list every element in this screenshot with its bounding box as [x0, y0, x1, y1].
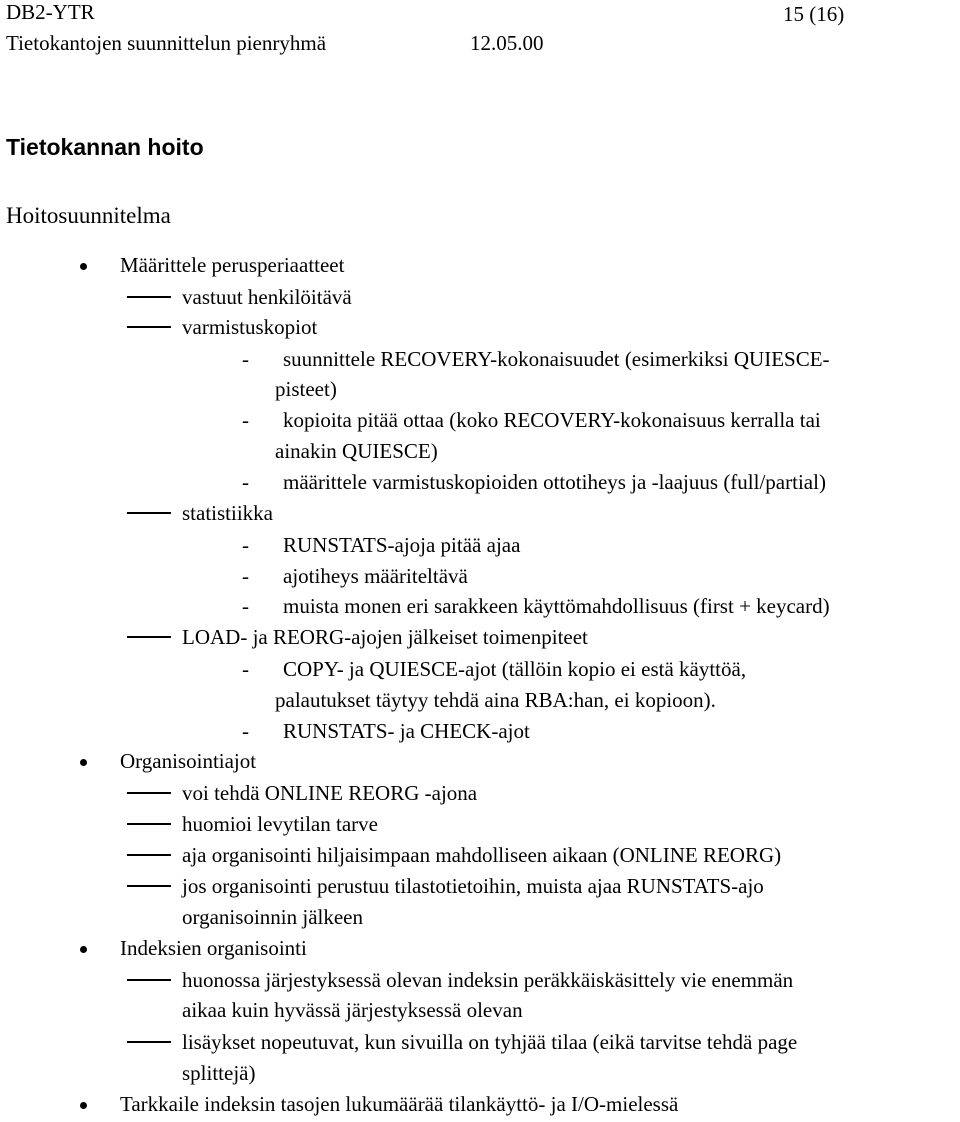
- hyphen-marker: -: [242, 564, 249, 588]
- document-header-group: Tietokantojen suunnittelun pienryhmä: [6, 31, 327, 55]
- hyphen-item-text: ajotiheys määriteltävä: [283, 564, 468, 588]
- hyphen-marker: -: [242, 408, 249, 432]
- bullet-icon: [80, 759, 87, 766]
- hyphen-marker: -: [242, 657, 249, 681]
- hyphen-item-text: RUNSTATS-ajoja pitää ajaa: [283, 533, 521, 557]
- hyphen-marker: -: [242, 719, 249, 743]
- bullet-icon: [80, 1102, 87, 1109]
- hyphen-item-text: pisteet): [275, 377, 337, 401]
- hyphen-item-text: muista monen eri sarakkeen käyttömahdollisuus (first + keycard): [283, 594, 830, 618]
- subsection-title: Hoitosuunnitelma: [6, 203, 171, 228]
- dash-item-text: jos organisointi perustuu tilastotietoihin, muista ajaa RUNSTATS-ajo: [182, 874, 764, 898]
- dash-item-text: splittejä): [182, 1061, 256, 1085]
- dash-icon: [127, 636, 171, 638]
- bullet-item-text: Määrittele perusperiaatteet: [120, 253, 345, 277]
- bullet-item-text: Tarkkaile indeksin tasojen lukumäärää tilankäyttö- ja I/O-mielessä: [120, 1092, 679, 1116]
- hyphen-item-text: RUNSTATS- ja CHECK-ajot: [283, 719, 530, 743]
- hyphen-item-text: määrittele varmistuskopioiden ottotiheys ja -laajuus (full/partial): [283, 470, 826, 494]
- bullet-item-text: Organisointiajot: [120, 749, 257, 773]
- dash-icon: [127, 854, 171, 856]
- dash-item-text: huomioi levytilan tarve: [182, 812, 378, 836]
- bullet-icon: [80, 946, 87, 953]
- dash-icon: [127, 1041, 171, 1043]
- dash-item-text: huonossa järjestyksessä olevan indeksin peräkkäiskäsittely vie enemmän: [182, 968, 794, 992]
- hyphen-item-text: kopioita pitää ottaa (koko RECOVERY-kokonaisuus kerralla tai: [283, 408, 821, 432]
- dash-icon: [127, 885, 171, 887]
- bullet-item-text: Indeksien organisointi: [120, 936, 307, 960]
- hyphen-marker: -: [242, 347, 249, 371]
- hyphen-marker: -: [242, 470, 249, 494]
- dash-icon: [127, 512, 171, 514]
- dash-icon: [127, 792, 171, 794]
- dash-item-text: lisäykset nopeutuvat, kun sivuilla on tyhjää tilaa (eikä tarvitse tehdä page: [182, 1030, 798, 1054]
- dash-item-text: LOAD- ja REORG-ajojen jälkeiset toimenpiteet: [182, 625, 588, 649]
- dash-icon: [127, 823, 171, 825]
- dash-item-text: varmistuskopiot: [182, 315, 318, 339]
- dash-item-text: organisoinnin jälkeen: [182, 905, 363, 929]
- hyphen-marker: -: [242, 533, 249, 557]
- bullet-icon: [80, 263, 87, 270]
- dash-item-text: aja organisointi hiljaisimpaan mahdolliseen aikaan (ONLINE REORG): [182, 843, 782, 867]
- dash-item-text: aikaa kuin hyvässä järjestyksessä olevan: [182, 998, 523, 1022]
- dash-item-text: statistiikka: [182, 501, 273, 525]
- hyphen-marker: -: [242, 594, 249, 618]
- document-header-title: DB2-YTR: [6, 0, 95, 24]
- dash-item-text: voi tehdä ONLINE REORG -ajona: [182, 781, 478, 805]
- hyphen-item-text: palautukset täytyy tehdä aina RBA:han, ei kopioon).: [275, 688, 716, 712]
- document-header-date: 12.05.00: [470, 31, 544, 55]
- dash-icon: [127, 979, 171, 981]
- hyphen-item-text: ainakin QUIESCE): [275, 439, 438, 463]
- dash-icon: [127, 296, 171, 298]
- hyphen-item-text: COPY- ja QUIESCE-ajot (tällöin kopio ei estä käyttöä,: [283, 657, 747, 681]
- dash-item-text: vastuut henkilöitävä: [182, 285, 352, 309]
- dash-icon: [127, 326, 171, 328]
- hyphen-item-text: suunnittele RECOVERY-kokonaisuudet (esimerkiksi QUIESCE-: [283, 347, 830, 371]
- page-number: 15 (16): [783, 2, 845, 26]
- section-title: Tietokannan hoito: [6, 134, 204, 160]
